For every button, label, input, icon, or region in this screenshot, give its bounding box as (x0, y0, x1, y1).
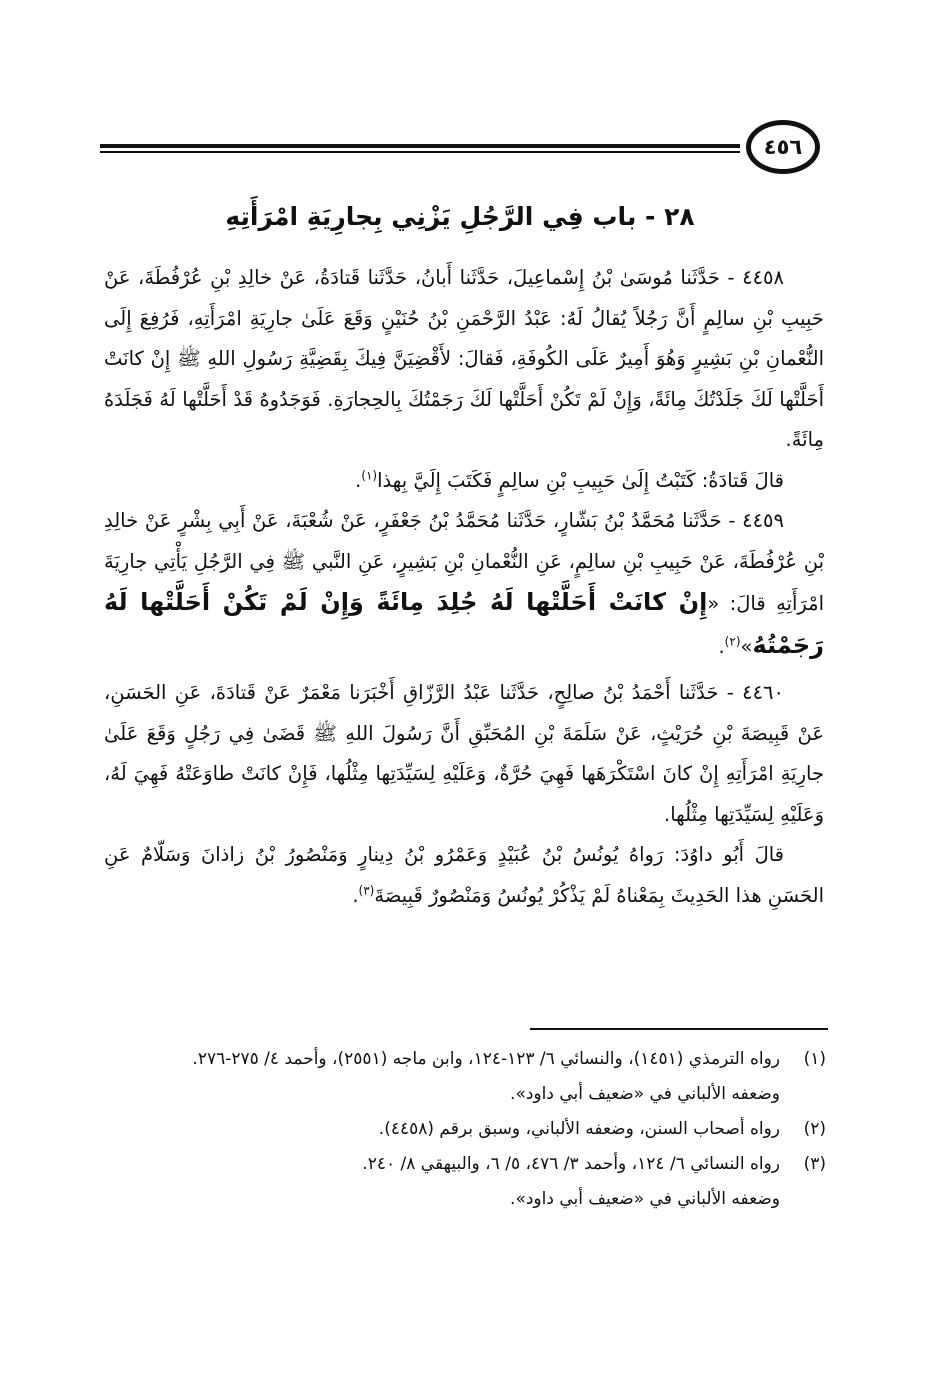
page-number: ٤٥٦ (746, 120, 820, 174)
hadith-4458 (104, 258, 824, 461)
footnote-ref[interactable]: (٢) (724, 634, 741, 648)
footnote-3 (104, 1147, 826, 1182)
footnote-mark: (١) (803, 1049, 826, 1069)
qatada-note (104, 461, 824, 502)
page-header (100, 120, 820, 190)
footnote-ref[interactable]: (٣) (358, 883, 375, 897)
prophetic-saying: إِنْ كانَتْ أَحَلَّتْها لَهُ جُلِدَ مِائَةً وَإِنْ لَمْ تَكُنْ أَحَلَّتْها لَهُ رَجَمْتُهُ (104, 588, 824, 659)
footnotes (104, 1042, 826, 1217)
quote-close: » (740, 634, 753, 658)
paragraph-text: ٤٤٥٨ - حَدَّثَنا مُوسَىٰ بْنُ إِسْماعِيلَ، حَدَّثَنا أَبانُ، حَدَّثَنا قَتادَةُ، عَنْ خالِدِ بْنِ عُرْفُطَةَ، عَنْ حَبِيبِ بْنِ سالِمٍ أَنَّ رَجُلاً يُقالُ لَهُ: عَبْدُ الرَّحْمَنِ بْنُ حُنَيْنٍ وَقَعَ عَلَىٰ جارِيَةِ امْرَأَتِهِ، فَرُفِعَ إِلَى النُّعْمانِ بْنِ بَشِيرٍ وَهُوَ أَمِيرٌ عَلَى الكُوفَةِ، فَقالَ: لأَقْضِيَنَّ فِيكَ بِقَضِيَّةِ رَسُولِ اللهِ ﷺ إِنْ كانَتْ أَحَلَّتْها لَكَ جَلَدْتُكَ مِائَةً، وَإِنْ لَمْ تَكُنْ أَحَلَّتْها لَكَ رَجَمْتُكَ بِالحِجارَةِ. فَوَجَدُوهُ قَدْ أَحَلَّتْها لَهُ فَجَلَدَهُ مِائَةً. (104, 266, 824, 451)
footnote-text: رواه أصحاب السنن، وضعفه الألباني، وسبق برقم (٤٤٥٨). (378, 1119, 780, 1139)
footnote-separator (530, 1028, 828, 1030)
paragraph-text: قالَ أَبُو داوُدَ: رَواهُ يُونُسُ بْنُ عُبَيْدٍ وَعَمْرُو بْنُ دِينارٍ وَمَنْصُورُ بْنُ زاذانَ وَسَلّامٌ عَنِ الحَسَنِ هذا الحَدِيثَ بِمَعْناهُ لَمْ يَذْكُرْ يُونُسُ وَمَنْصُورٌ قَبِيصَةَ (104, 843, 824, 907)
abu-dawud-note (104, 835, 824, 916)
footnote-continuation: وضعفه الألباني في «ضعيف أبي داود». (510, 1189, 780, 1209)
footnote-text: رواه النسائي ٦/ ١٢٤، وأحمد ٣/ ٤٧٦، ٥/ ٦، والبيهقي ٨/ ٢٤٠. (362, 1154, 780, 1174)
hadith-body (104, 258, 824, 916)
paragraph-end: . (352, 883, 359, 907)
paragraph-text: ٤٤٦٠ - حَدَّثَنا أَحْمَدُ بْنُ صالِحٍ، حَدَّثَنا عَبْدُ الرَّزّاقِ أَخْبَرَنا مَعْمَرٌ عَنْ قَتادَةَ، عَنِ الحَسَنِ، عَنْ قَبِيصَةَ بْنِ حُرَيْثٍ، عَنْ سَلَمَةَ بْنِ المُحَبِّقِ أَنَّ رَسُولَ اللهِ ﷺ قَضَىٰ فِي رَجُلٍ وَقَعَ عَلَىٰ جارِيَةِ امْرَأَتِهِ إِنْ كانَ اسْتَكْرَهَها فَهِيَ حُرَّةٌ، وَعَلَيْهِ لِسَيِّدَتِها مِثْلُها، فَإِنْ كانَتْ طاوَعَتْهُ فَهِيَ لَهُ، وَعَلَيْهِ لِسَيِّدَتِها مِثْلُها. (104, 681, 824, 826)
header-rule-thick (100, 144, 740, 148)
footnote-2 (104, 1112, 826, 1147)
hadith-4460 (104, 673, 824, 835)
footnote-text: رواه الترمذي (١٤٥١)، والنسائي ٦/ ١٢٣-١٢٤، وابن ماجه (٢٥٥١)، وأحمد ٤/ ٢٧٥-٢٧٦. (192, 1049, 780, 1069)
paragraph-end: . (718, 634, 725, 658)
footnote-continuation: وضعفه الألباني في «ضعيف أبي داود». (510, 1084, 780, 1104)
footnote-mark: (٣) (803, 1154, 826, 1174)
footnote-mark: (٢) (803, 1119, 826, 1139)
hadith-4459 (104, 501, 824, 667)
footnote-1 (104, 1042, 826, 1077)
header-rule-thin (100, 151, 740, 153)
footnote-ref[interactable]: (١) (361, 468, 378, 482)
paragraph-end: . (355, 468, 362, 492)
paragraph-text: قالَ قَتادَةُ: كَتَبْتُ إِلَىٰ حَبِيبِ بْنِ سالِمٍ فَكَتَبَ إِلَيَّ بِهذا (377, 468, 784, 492)
chapter-title: ٢٨ - باب فِي الرَّجُلِ يَزْنِي بِجارِيَةِ امْرَأَتِهِ (225, 202, 695, 231)
paragraph-text: ٤٤٥٩ - حَدَّثَنا مُحَمَّدُ بْنُ بَشّارٍ، حَدَّثَنا مُحَمَّدُ بْنُ جَعْفَرٍ، عَنْ شُعْبَةَ، عَنْ أَبِي بِشْرٍ عَنْ خالِدِ بْنِ عُرْفُطَةَ، عَنْ حَبِيبِ بْنِ سالِمٍ، عَنِ النُّعْمانِ بْنِ بَشِيرٍ، عَنِ النَّبي ﷺ فِي الرَّجُلِ يَأْتِي جارِيَةَ امْرَأَتِهِ قالَ: « (104, 509, 825, 615)
